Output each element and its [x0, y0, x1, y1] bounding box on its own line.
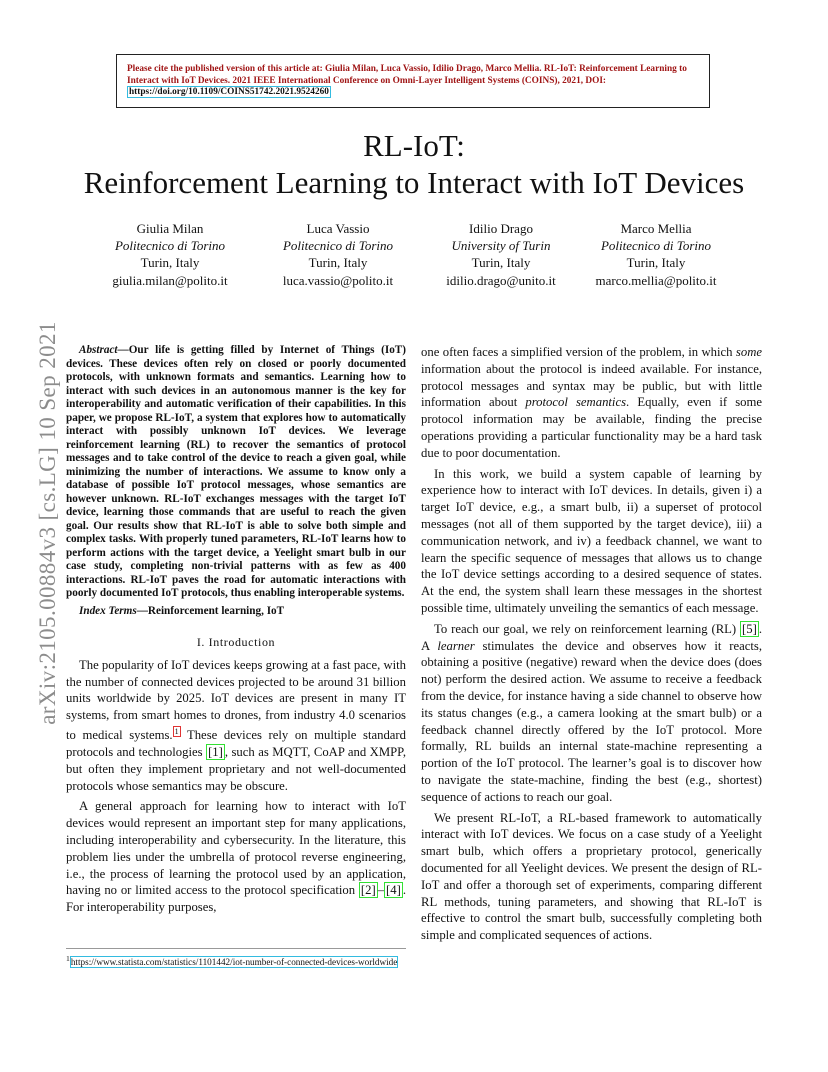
paper-title-line2: Reinforcement Learning to Interact with IoT Devices	[83, 165, 745, 200]
intro-paragraph-5	[421, 621, 762, 806]
author-location: Turin, Italy	[471, 255, 531, 271]
author-1	[75, 220, 265, 289]
author-location: Turin, Italy	[140, 255, 200, 271]
citation-notice	[116, 54, 710, 108]
author-email: idilio.drago@unito.it	[446, 272, 556, 288]
author-email: marco.mellia@polito.it	[595, 272, 717, 288]
paragraph-text: , such as MQTT, CoAP and XMPP, but often they implement proprietary and not well-documented protocols whose semantics may be obscure.	[66, 745, 406, 793]
citation-ref-1[interactable]: [1]	[208, 745, 223, 760]
abstract-label: Abstract	[79, 344, 118, 356]
arxiv-identifier: arXiv:2105.00884v3 [cs.LG] 10 Sep 2021	[35, 321, 60, 725]
footnote-link[interactable]: https://www.statista.com/statistics/1101442/iot-number-of-connected-devices-worldwide	[70, 957, 398, 968]
paragraph-text: . Equally, even if some protocol information may be available, finding the precise operations providing a particular functionality may be a hard task due to poor documentation.	[421, 395, 762, 460]
author-name: Idilio Drago	[469, 221, 533, 236]
author-2	[243, 220, 433, 289]
author-affiliation: University of Turin	[451, 238, 551, 254]
paragraph-text: stimulates the device and observes how it reacts, obtaining a positive (negative) reward when the device does (does not) perform the desired action. We assume to receive a feedback from the device, for instance having a side channel to observe how its status changes (e.g., a camera looking at the smart bulb) or a feedback channel directly offered by the IoT protocol. More formally, RL builds an internal state-machine representing a portion of the IoT protocol. The learner’s goal is to discover how to navigate the state-machine, finding the best (e.g., shortest) sequence of actions to reach our goal.	[421, 638, 762, 804]
emphasis: some	[735, 345, 762, 359]
paragraph-text: A general approach for learning how to interact with IoT devices would represent an important step for many applications, including interoperability and cybersecurity. In the literature, this problem lies under the umbrella of protocol reverse engineering, i.e., the process of learning the protocol used by an application, having no or limited access to the protocol specification	[66, 799, 406, 898]
paragraph-text: These devices rely on multiple standard protocols and technologies	[66, 728, 406, 760]
author-name: Luca Vassio	[306, 221, 370, 236]
section-heading-introduction: I. Introduction	[196, 635, 276, 649]
paragraph-text: –	[377, 883, 385, 898]
footnote	[66, 948, 406, 968]
abstract	[66, 344, 406, 601]
author-email: giulia.milan@polito.it	[112, 272, 228, 288]
author-email: luca.vassio@polito.it	[282, 272, 394, 288]
citation-ref-5[interactable]: [5]	[742, 621, 757, 636]
author-4	[561, 220, 751, 289]
citation-ref-2[interactable]: [2]	[360, 883, 376, 898]
paper-title-line1: RL-IoT:	[363, 128, 465, 163]
author-location: Turin, Italy	[626, 255, 686, 271]
emphasis: protocol semantics	[525, 395, 627, 410]
author-location: Turin, Italy	[308, 255, 368, 271]
citation-text: Please cite the published version of this article at: Giulia Milan, Luca Vassio, Idilio Drago, Marco Mellia. RL-IoT: Reinforcement Learning to Interact with IoT Devices. 2021 IEEE International Conference on Omni-Layer Intelligent Systems (COINS), 2021, DOI:	[127, 64, 687, 86]
emphasis: learner	[437, 638, 475, 653]
intro-paragraph-6: We present RL-IoT, a RL-based framework to automatically interact with IoT devices. We focus on a case study of a Yeelight smart bulb, which offers a proprietary protocol, generically documented for all Yeelight devices. We present the design of RL-IoT and offer a thorough set of experiments, comparing different RL methods, tuning parameters, and showing that RL-IoT is effective to control the smart bulb, successfully completing both simple and complicated sequences of actions.	[421, 810, 762, 943]
intro-paragraph-1	[66, 657, 406, 795]
doi-link[interactable]: https://doi.org/10.1109/COINS51742.2021.9524260	[129, 87, 329, 98]
author-affiliation: Politecnico di Torino	[600, 238, 712, 254]
paragraph-text: information about the protocol is indeed available. For instance, protocol messages and syntax may be public, but with little information about	[421, 361, 762, 410]
left-column	[66, 344, 406, 916]
citation-ref-4[interactable]: [4]	[386, 883, 401, 898]
right-column	[421, 344, 762, 944]
footnote-number: 1	[66, 954, 70, 963]
intro-paragraph-4: In this work, we build a system capable of learning by experience how to interact with IoT devices. In details, given i) a target IoT device, e.g., a smart bulb, ii) a superset of protocol messages (not all of them supported by the target device), iii) a communication network, and iv) a feedback channel, we want to learn the specific sequence of messages that allows us to change the IoT device settings according to a desired sequence of states. At the end, the system shall learn these messages in the shortest possible time, ultimately unveiling the semantics of each message.	[421, 466, 762, 615]
paragraph-text: . A	[421, 621, 762, 653]
intro-paragraph-3	[421, 344, 762, 462]
footnote-marker[interactable]: 1	[174, 726, 179, 736]
index-terms-text: —Reinforcement learning, IoT	[136, 604, 285, 617]
abstract-text: —Our life is getting filled by Internet of Things (IoT) devices. These devices often rely on closed or poorly documented protocols, with unknown formats and semantics. Learning how to interact with such devices in an autonomous manner is the key for interoperability and automatic verification of their capabilities. In this paper, we propose RL-IoT, a system that explores how to automatically interact with possibly unknown IoT devices. We leverage reinforcement learning (RL) to recover the semantics of protocol messages and to take control of the device to reach a given goal, while minimizing the number of interactions. We assume to know only a database of possible IoT protocol messages, whose semantics are however unknown. RL-IoT exchanges messages with the target IoT device, learning those commands that are useful to reach the given goal. Our results show that RL-IoT is able to solve both simple and complex tasks. With properly tuned parameters, RL-IoT learns how to perform actions with the target device, a Yeelight smart bulb in our case study, completing non-trivial patterns with as few as 400 interactions. RL-IoT paves the road for automatic interactions with poorly documented IoT protocols, thus enabling interoperable systems.	[66, 344, 406, 599]
paragraph-text: one often faces a simplified version of the problem, in which	[421, 345, 736, 359]
intro-paragraph-2	[66, 798, 406, 916]
paragraph-text: To reach our goal, we rely on reinforcement learning (RL)	[434, 621, 741, 636]
author-name: Marco Mellia	[620, 221, 692, 236]
paragraph-text: . For interoperability purposes,	[66, 883, 406, 915]
author-affiliation: Politecnico di Torino	[114, 238, 226, 254]
author-name: Giulia Milan	[136, 221, 204, 236]
index-terms	[66, 605, 406, 619]
index-terms-label: Index Terms	[79, 604, 137, 617]
author-affiliation: Politecnico di Torino	[282, 238, 394, 254]
paragraph-text: The popularity of IoT devices keeps growing at a fast pace, with the number of connected devices projected to be around 31 billion units worldwide by 2025. IoT devices are present in many IT systems, from smart homes to drones, from industry 4.0 scenarios to medical systems.	[66, 657, 406, 743]
